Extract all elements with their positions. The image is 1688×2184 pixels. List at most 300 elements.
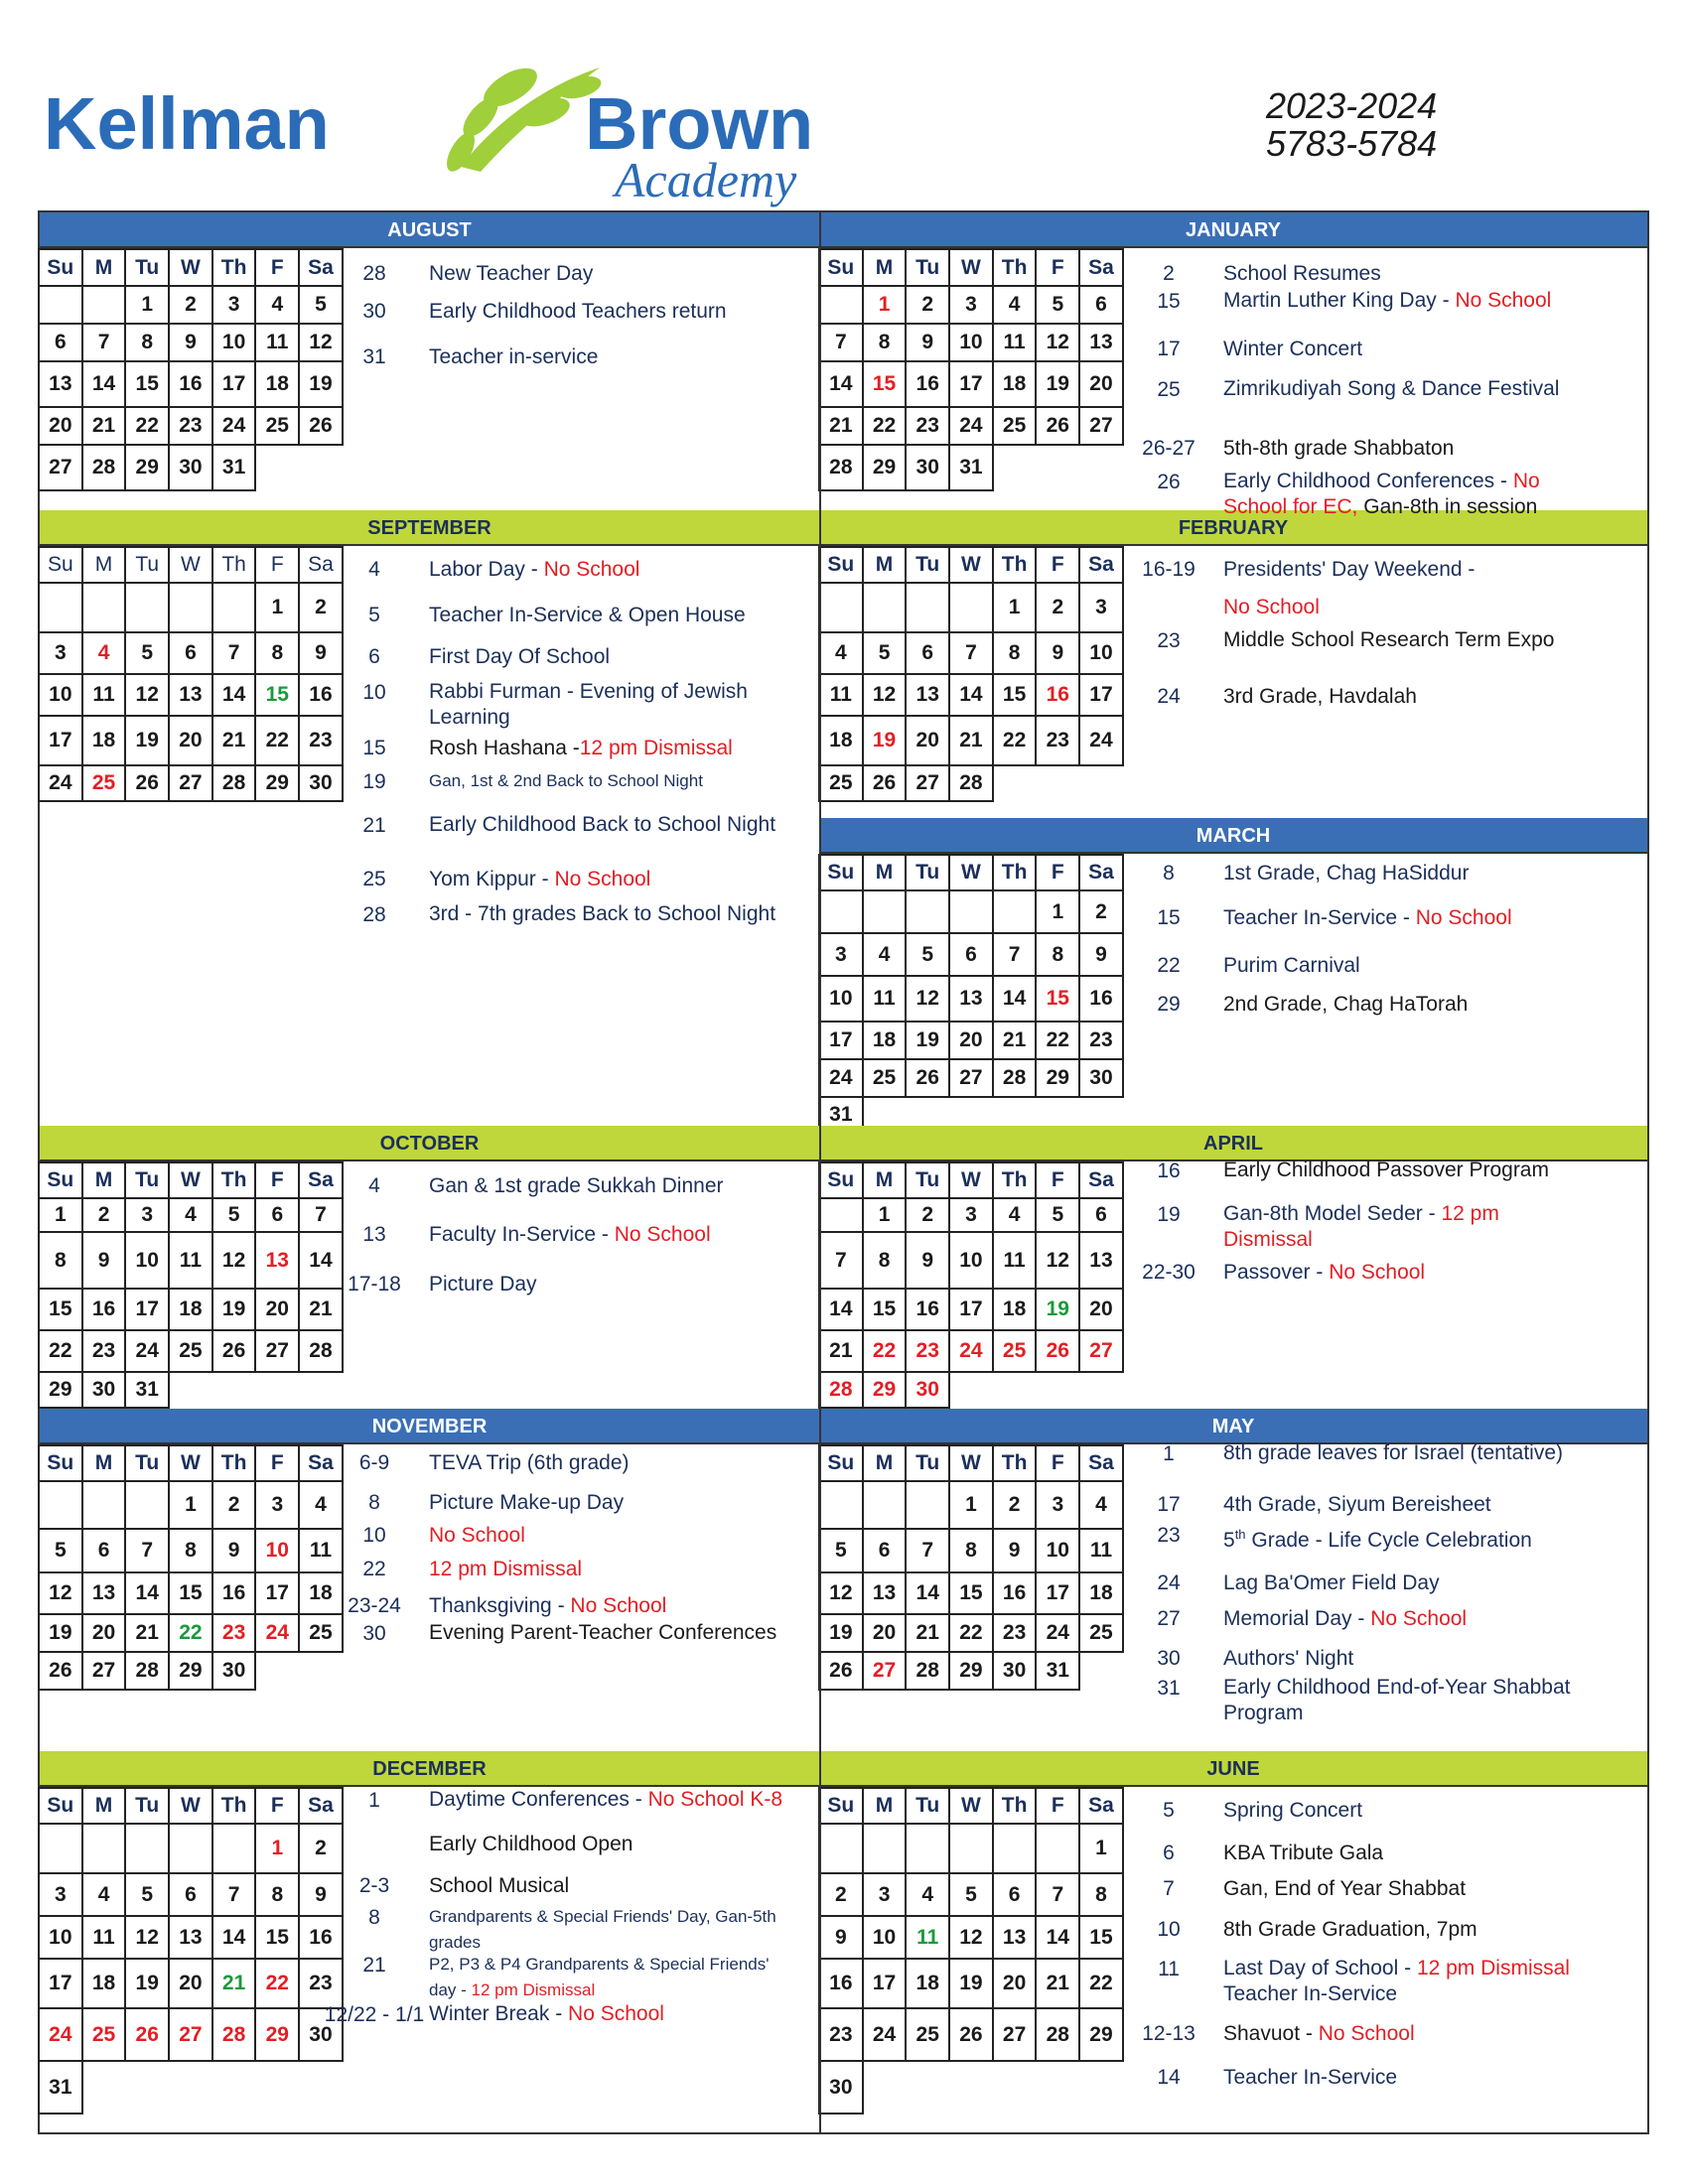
- event-date: 24: [1157, 1571, 1181, 1594]
- weekday-header: Su: [39, 249, 82, 286]
- weekday-header: Sa: [299, 1445, 343, 1481]
- day-cell: [1036, 2061, 1079, 2114]
- day-cell: 23: [906, 407, 949, 445]
- event-text: KBA Tribute Gala: [1223, 1842, 1384, 1864]
- day-cell: 27: [39, 445, 82, 490]
- weekday-header: Su: [819, 855, 863, 890]
- day-cell: 8: [949, 1529, 993, 1572]
- weekday-header: W: [169, 1788, 212, 1824]
- day-cell: [906, 1824, 949, 1873]
- event-text: Gan, 1st & 2nd Back to School Night: [429, 771, 703, 790]
- day-cell: 6: [906, 632, 949, 674]
- weekday-header: Th: [212, 249, 256, 286]
- month-grid: [818, 854, 1124, 1133]
- event-text: 3rd - 7th grades Back to School Night: [429, 902, 776, 925]
- day-cell: [125, 1481, 169, 1529]
- event-item: [320, 812, 776, 868]
- day-cell: [212, 583, 256, 632]
- day-cell: [863, 2061, 907, 2114]
- day-cell: [39, 1481, 82, 1529]
- day-cell: 19: [949, 1959, 993, 2008]
- month-grid: [818, 1444, 1124, 1691]
- weekday-header: M: [82, 1788, 126, 1824]
- day-cell: [993, 2061, 1037, 2114]
- day-cell: 20: [863, 1614, 907, 1652]
- weekday-header: Sa: [1079, 855, 1123, 890]
- day-cell: 28: [819, 445, 863, 490]
- day-cell: 21: [212, 716, 256, 765]
- day-cell: [212, 1372, 256, 1408]
- day-cell: 22: [125, 407, 169, 445]
- day-cell: 1: [169, 1481, 212, 1529]
- month-title: AUGUST: [40, 212, 819, 248]
- day-cell: [863, 1481, 907, 1529]
- day-cell: 14: [212, 674, 256, 716]
- day-cell: [169, 583, 212, 632]
- day-cell: 3: [863, 1873, 907, 1916]
- day-cell: 8: [39, 1232, 82, 1289]
- day-cell: 26: [125, 2008, 169, 2061]
- day-cell: 5: [125, 632, 169, 674]
- day-cell: 10: [212, 324, 256, 361]
- day-cell: 24: [949, 407, 993, 445]
- day-cell: 25: [993, 1330, 1037, 1372]
- day-cell: 25: [82, 765, 126, 801]
- month-title: MARCH: [819, 818, 1647, 854]
- day-cell: 2: [212, 1481, 256, 1529]
- day-cell: 10: [125, 1232, 169, 1289]
- day-cell: 16: [169, 361, 212, 407]
- event-date: 14: [1157, 2066, 1181, 2089]
- day-cell: 27: [82, 1652, 126, 1690]
- weekday-header: Th: [993, 855, 1037, 890]
- day-cell: 8: [169, 1529, 212, 1572]
- day-cell: 18: [993, 1289, 1037, 1330]
- day-cell: 19: [863, 716, 907, 765]
- day-cell: 29: [949, 1652, 993, 1690]
- day-cell: 16: [299, 1916, 343, 1959]
- event-date: 4: [368, 1174, 380, 1197]
- day-cell: 10: [949, 1232, 993, 1289]
- event-text: No School: [1223, 596, 1320, 618]
- event-text: Daytime Conferences - No School K-8: [429, 1788, 782, 1811]
- day-cell: 1: [863, 286, 907, 324]
- day-cell: 30: [906, 1372, 949, 1408]
- weekday-header: Tu: [906, 855, 949, 890]
- day-cell: [993, 1824, 1037, 1873]
- day-cell: 13: [255, 1232, 299, 1289]
- day-cell: 5: [819, 1529, 863, 1572]
- day-cell: 19: [125, 716, 169, 765]
- day-cell: 30: [993, 1652, 1037, 1690]
- day-cell: 13: [863, 1572, 907, 1614]
- weekday-header: M: [82, 1162, 126, 1198]
- day-cell: 21: [819, 407, 863, 445]
- day-cell: 20: [169, 1959, 212, 2008]
- day-cell: 2: [169, 286, 212, 324]
- event-text: Early Childhood End-of-Year Shabbat Program: [1223, 1676, 1571, 1724]
- weekday-header: F: [1036, 855, 1079, 890]
- event-text: Gan & 1st grade Sukkah Dinner: [429, 1174, 724, 1197]
- school-logo: [44, 58, 937, 221]
- day-cell: 20: [993, 1959, 1037, 2008]
- day-cell: 6: [1079, 1198, 1123, 1232]
- day-cell: [1036, 1372, 1079, 1408]
- weekday-header: F: [1036, 1445, 1079, 1481]
- day-cell: 23: [299, 716, 343, 765]
- month-title: NOVEMBER: [40, 1409, 819, 1444]
- day-cell: 21: [212, 1959, 256, 2008]
- day-cell: 6: [169, 1873, 212, 1916]
- event-text: 5th Grade - Life Cycle Celebration: [1223, 1527, 1532, 1552]
- day-cell: 10: [1036, 1529, 1079, 1572]
- day-cell: [212, 1824, 256, 1873]
- event-text: Zimrikudiyah Song & Dance Festival: [1223, 377, 1560, 400]
- month-grid: [818, 546, 1124, 802]
- month-grid: [38, 248, 344, 491]
- day-cell: 30: [299, 2008, 343, 2061]
- event-date: 2: [1163, 262, 1175, 285]
- day-cell: 4: [299, 1481, 343, 1529]
- weekday-header: Th: [993, 1162, 1037, 1198]
- day-cell: 31: [949, 445, 993, 490]
- weekday-header: M: [82, 1445, 126, 1481]
- day-cell: [169, 2061, 212, 2114]
- day-cell: 20: [1079, 361, 1123, 407]
- day-cell: 21: [993, 1022, 1037, 1059]
- day-cell: 13: [1079, 324, 1123, 361]
- weekday-header: Su: [819, 1445, 863, 1481]
- event-date: 13: [362, 1223, 386, 1246]
- event-date: 19: [1157, 1203, 1181, 1226]
- day-cell: [949, 1372, 993, 1408]
- event-date: 12/22 - 1/1: [324, 2003, 425, 2026]
- gregorian-year: 2023-2024: [1266, 85, 1438, 126]
- day-cell: 28: [819, 1372, 863, 1408]
- day-cell: 18: [82, 1959, 126, 2008]
- day-cell: 6: [82, 1529, 126, 1572]
- day-cell: 27: [993, 2008, 1037, 2061]
- event-date: 17: [1157, 1493, 1181, 1516]
- day-cell: 21: [906, 1614, 949, 1652]
- day-cell: [819, 583, 863, 632]
- day-cell: 5: [299, 286, 343, 324]
- day-cell: 6: [39, 324, 82, 361]
- day-cell: 3: [39, 1873, 82, 1916]
- day-cell: 24: [819, 1059, 863, 1097]
- day-cell: 5: [863, 632, 907, 674]
- day-cell: 13: [169, 1916, 212, 1959]
- day-cell: 19: [39, 1614, 82, 1652]
- event-date: 12-13: [1142, 2022, 1196, 2045]
- day-cell: 23: [906, 1330, 949, 1372]
- day-cell: 9: [1036, 632, 1079, 674]
- day-cell: 31: [125, 1372, 169, 1408]
- event-date: 22: [362, 1558, 386, 1580]
- day-cell: [125, 583, 169, 632]
- event-text: Thanksgiving - No School: [429, 1594, 667, 1617]
- day-cell: 28: [82, 445, 126, 490]
- day-cell: 20: [255, 1289, 299, 1330]
- day-cell: 6: [863, 1529, 907, 1572]
- day-cell: 1: [993, 583, 1037, 632]
- day-cell: 3: [255, 1481, 299, 1529]
- weekday-header: W: [169, 1445, 212, 1481]
- event-text: Rosh Hashana -12 pm Dismissal: [429, 737, 733, 759]
- day-cell: 21: [125, 1614, 169, 1652]
- event-date: 23-24: [348, 1594, 401, 1617]
- day-cell: 11: [82, 1916, 126, 1959]
- day-cell: 17: [39, 1959, 82, 2008]
- day-cell: 7: [1036, 1873, 1079, 1916]
- day-cell: 1: [1079, 1824, 1123, 1873]
- day-cell: 9: [819, 1916, 863, 1959]
- day-cell: 22: [949, 1614, 993, 1652]
- event-text: Gan-8th Model Seder - 12 pm Dismissal: [1223, 1202, 1499, 1251]
- weekday-header: Sa: [299, 249, 343, 286]
- month-title: JUNE: [819, 1751, 1647, 1787]
- event-text: Winter Concert: [1223, 338, 1363, 360]
- day-cell: 3: [125, 1198, 169, 1232]
- day-cell: 4: [82, 632, 126, 674]
- event-date: 4: [368, 558, 380, 581]
- day-cell: [39, 583, 82, 632]
- day-cell: 30: [82, 1372, 126, 1408]
- day-cell: 26: [819, 1652, 863, 1690]
- event-item: [1114, 683, 1561, 739]
- event-text: Memorial Day - No School: [1223, 1607, 1468, 1630]
- event-text: Picture Day: [429, 1273, 537, 1296]
- day-cell: 19: [125, 1959, 169, 2008]
- weekday-header: Sa: [1079, 1162, 1123, 1198]
- event-text: 5th-8th grade Shabbaton: [1223, 437, 1455, 460]
- day-cell: 27: [863, 1652, 907, 1690]
- day-cell: [125, 2061, 169, 2114]
- event-text: Teacher in-service: [429, 345, 599, 368]
- day-cell: 14: [299, 1232, 343, 1289]
- day-cell: [819, 1824, 863, 1873]
- month-grid: [38, 1787, 344, 2115]
- day-cell: 5: [39, 1529, 82, 1572]
- day-cell: 2: [1036, 583, 1079, 632]
- event-item: [1114, 1675, 1571, 1730]
- day-cell: 22: [169, 1614, 212, 1652]
- event-text: Picture Make-up Day: [429, 1491, 625, 1514]
- day-cell: [819, 890, 863, 933]
- day-cell: 7: [819, 324, 863, 361]
- weekday-header: W: [949, 1445, 993, 1481]
- day-cell: [863, 1824, 907, 1873]
- day-cell: 18: [1079, 1572, 1123, 1614]
- day-cell: 3: [949, 286, 993, 324]
- weekday-header: Sa: [299, 547, 343, 583]
- day-cell: 24: [39, 2008, 82, 2061]
- event-text: Lag Ba'Omer Field Day: [1223, 1571, 1440, 1594]
- day-cell: 13: [39, 361, 82, 407]
- day-cell: [949, 2061, 993, 2114]
- weekday-header: F: [1036, 249, 1079, 286]
- day-cell: 30: [212, 1652, 256, 1690]
- month-grid: [38, 546, 344, 802]
- day-cell: 17: [39, 716, 82, 765]
- month-grid: [38, 1444, 344, 1691]
- weekday-header: M: [863, 1788, 907, 1824]
- day-cell: [39, 1824, 82, 1873]
- day-cell: [863, 890, 907, 933]
- month-grid: [818, 1161, 1124, 1409]
- column-divider: [819, 212, 821, 2132]
- day-cell: 2: [1079, 890, 1123, 933]
- day-cell: 22: [993, 716, 1037, 765]
- day-cell: 16: [993, 1572, 1037, 1614]
- day-cell: 16: [906, 1289, 949, 1330]
- day-cell: 3: [819, 933, 863, 976]
- day-cell: [819, 286, 863, 324]
- day-cell: 31: [1036, 1652, 1079, 1690]
- day-cell: 25: [906, 2008, 949, 2061]
- weekday-header: W: [949, 1162, 993, 1198]
- day-cell: 31: [39, 2061, 82, 2114]
- day-cell: 7: [993, 933, 1037, 976]
- day-cell: [82, 583, 126, 632]
- event-date: 6: [1163, 1842, 1175, 1864]
- weekday-header: F: [255, 1162, 299, 1198]
- event-text: 8th grade leaves for Israel (tentative): [1223, 1441, 1564, 1464]
- day-cell: 21: [949, 716, 993, 765]
- day-cell: 29: [39, 1372, 82, 1408]
- day-cell: [819, 1198, 863, 1232]
- event-text: Passover - No School: [1223, 1261, 1426, 1284]
- day-cell: 18: [82, 716, 126, 765]
- day-cell: 18: [299, 1572, 343, 1614]
- event-date: 31: [1157, 1677, 1181, 1700]
- weekday-header: M: [863, 1162, 907, 1198]
- weekday-header: Sa: [1079, 1788, 1123, 1824]
- day-cell: 12: [863, 674, 907, 716]
- day-cell: 15: [125, 361, 169, 407]
- day-cell: 5: [212, 1198, 256, 1232]
- weekday-header: W: [169, 1162, 212, 1198]
- event-text: Last Day of School - 12 pm Dismissal Teacher In-Service: [1223, 1957, 1570, 2005]
- event-text: Authors' Night: [1223, 1647, 1354, 1670]
- day-cell: 12: [949, 1916, 993, 1959]
- day-cell: 11: [255, 324, 299, 361]
- day-cell: 3: [949, 1198, 993, 1232]
- day-cell: [1079, 1372, 1123, 1408]
- event-text: New Teacher Day: [429, 262, 594, 285]
- day-cell: 3: [1036, 1481, 1079, 1529]
- day-cell: [1036, 445, 1079, 490]
- event-text: Yom Kippur - No School: [429, 868, 651, 890]
- day-cell: [125, 1824, 169, 1873]
- day-cell: 7: [299, 1198, 343, 1232]
- event-text: Labor Day - No School: [429, 558, 640, 581]
- day-cell: 17: [255, 1572, 299, 1614]
- event-date: 30: [362, 1622, 386, 1645]
- event-date: 15: [362, 737, 386, 759]
- weekday-header: Th: [993, 547, 1037, 583]
- day-cell: 24: [1079, 716, 1123, 765]
- event-date: 28: [362, 262, 386, 285]
- day-cell: 13: [906, 674, 949, 716]
- event-item: [320, 1221, 776, 1277]
- weekday-header: Su: [39, 1162, 82, 1198]
- event-date: 25: [362, 868, 386, 890]
- day-cell: 11: [169, 1232, 212, 1289]
- day-cell: 2: [906, 1198, 949, 1232]
- day-cell: 24: [255, 1614, 299, 1652]
- event-date: 8: [368, 1491, 380, 1514]
- weekday-header: Su: [819, 1788, 863, 1824]
- day-cell: 12: [1036, 1232, 1079, 1289]
- weekday-header: Th: [993, 1788, 1037, 1824]
- event-text: No School: [429, 1524, 525, 1547]
- school-year: [1266, 87, 1437, 163]
- day-cell: [299, 2061, 343, 2114]
- event-text: 3rd Grade, Havdalah: [1223, 685, 1417, 708]
- day-cell: 14: [125, 1572, 169, 1614]
- day-cell: 12: [125, 674, 169, 716]
- event-date: 22-30: [1142, 1261, 1196, 1284]
- day-cell: 13: [169, 674, 212, 716]
- day-cell: 20: [906, 716, 949, 765]
- day-cell: 18: [819, 716, 863, 765]
- event-date: 27: [1157, 1607, 1181, 1630]
- day-cell: 18: [993, 361, 1037, 407]
- day-cell: [299, 1372, 343, 1408]
- event-date: 30: [1157, 1647, 1181, 1670]
- day-cell: 7: [949, 632, 993, 674]
- day-cell: [82, 1824, 126, 1873]
- day-cell: 19: [212, 1289, 256, 1330]
- logo-word-kellman: Kellman: [44, 82, 330, 165]
- day-cell: 15: [993, 674, 1037, 716]
- day-cell: 10: [255, 1529, 299, 1572]
- day-cell: 28: [906, 1652, 949, 1690]
- day-cell: 14: [993, 976, 1037, 1022]
- weekday-header: Tu: [906, 547, 949, 583]
- day-cell: 31: [212, 445, 256, 490]
- day-cell: 12: [125, 1916, 169, 1959]
- day-cell: 18: [906, 1959, 949, 2008]
- event-text: Shavuot - No School: [1223, 2022, 1415, 2045]
- day-cell: 26: [39, 1652, 82, 1690]
- day-cell: 27: [169, 2008, 212, 2061]
- event-item: [1114, 1259, 1561, 1314]
- day-cell: 11: [1079, 1529, 1123, 1572]
- event-text: Early Childhood Open: [429, 1833, 633, 1855]
- day-cell: 30: [169, 445, 212, 490]
- month-grid: [818, 248, 1124, 491]
- day-cell: 16: [212, 1572, 256, 1614]
- event-item: [1114, 991, 1561, 1046]
- day-cell: [1036, 765, 1079, 801]
- day-cell: 4: [1079, 1481, 1123, 1529]
- day-cell: 5: [1036, 1198, 1079, 1232]
- day-cell: [906, 583, 949, 632]
- day-cell: 10: [39, 1916, 82, 1959]
- day-cell: 24: [1036, 1614, 1079, 1652]
- event-date: 8: [1163, 862, 1175, 885]
- event-date: 10: [1157, 1918, 1181, 1941]
- day-cell: 6: [993, 1873, 1037, 1916]
- weekday-header: Th: [212, 1445, 256, 1481]
- weekday-header: F: [255, 249, 299, 286]
- event-date: 21: [362, 1954, 386, 1977]
- day-cell: 4: [255, 286, 299, 324]
- day-cell: 29: [863, 445, 907, 490]
- day-cell: 1: [125, 286, 169, 324]
